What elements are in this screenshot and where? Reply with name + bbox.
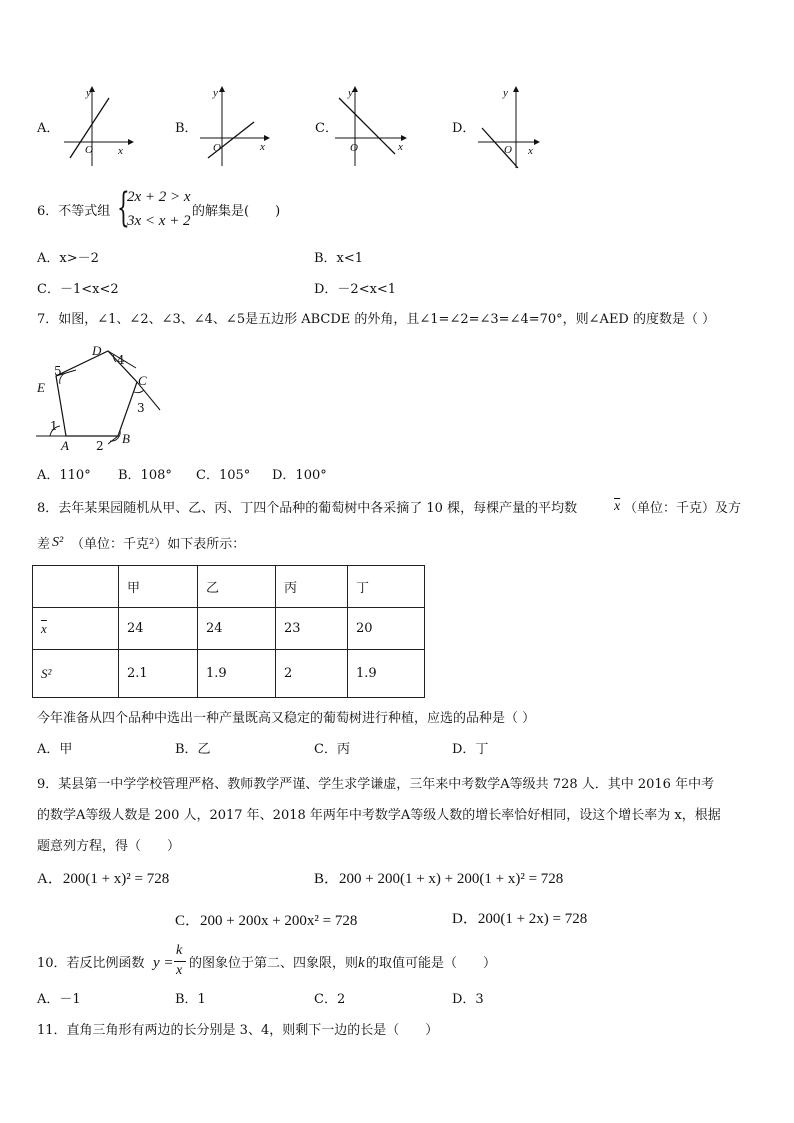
q5-option-c-letter: C． — [315, 121, 338, 136]
table-cell: 23 — [276, 608, 348, 650]
q7-stem: 7．如图，∠1、∠2、∠3、∠4、∠5是五边形 ABCDE 的外角，且∠1=∠2=∠3=∠4=70°，则∠AED 的度数是（ ） — [37, 312, 716, 327]
q5-b-y-label: y — [213, 87, 218, 99]
table-cell: 2 — [276, 650, 348, 698]
table-cell: 24 — [119, 608, 198, 650]
q10-func-numerator: k — [176, 943, 183, 958]
q7-label-2: 2 — [96, 439, 104, 453]
q8-stem-line2-tail: （单位：千克²）如下表所示： — [71, 537, 246, 552]
table-cell: $\overline{x}$ — [33, 608, 119, 650]
q7-label-3: 3 — [137, 401, 145, 415]
q5-option-d-letter: D． — [452, 121, 476, 136]
q10-fraction-bar — [174, 961, 186, 962]
q10-option-a: A．－1 — [37, 992, 81, 1007]
q6-inequality-2: 3x < x + 2 — [127, 213, 191, 229]
q5-a-x-label: x — [118, 145, 123, 157]
q6-prefix: 6．不等式组 — [37, 204, 111, 219]
table-cell: 1.9 — [348, 650, 425, 698]
q9-option-a: A．200(1 + x)² = 728 — [37, 871, 170, 887]
q8-data-table — [32, 565, 425, 698]
table-cell: 甲 — [119, 566, 198, 608]
q5-d-x-label: x — [528, 145, 533, 157]
q6-brace: { — [117, 185, 130, 231]
q7-label-5: 5 — [54, 364, 62, 378]
q10-option-c: C．2 — [314, 992, 346, 1007]
q6-option-d: D．－2<x<1 — [314, 282, 397, 297]
q8-option-a: A．甲 — [37, 742, 73, 757]
q7-option-d: D．100° — [272, 468, 327, 483]
q9-line1: 9．某县第一中学学校管理严格、教师教学严谨、学生求学谦虚，三年来中考数学A等级共 728 人．其中 2016 年中考 — [37, 777, 715, 792]
q7-label-E: E — [37, 380, 45, 395]
q10-suffix: 的取值可能是（ ） — [366, 956, 497, 971]
q8-stem-mean-symbol: $\overline{x}$ — [614, 499, 621, 514]
q8-stem-line1: 8．去年某果园随机从甲、乙、丙、丁四个品种的葡萄树中各采摘了 10 棵，每棵产量的平均数 — [37, 501, 578, 516]
q5-b-x-label: x — [260, 141, 265, 153]
q5-c-y-label: y — [348, 87, 353, 99]
q5-graph-d — [478, 86, 548, 171]
q8-stem-line1-tail: （单位：千克）及方 — [624, 501, 742, 516]
table-cell — [33, 566, 119, 608]
q8-question: 今年准备从四个品种中选出一种产量既高又稳定的葡萄树进行种植，应选的品种是（ ） — [37, 711, 536, 726]
table-cell: 丁 — [348, 566, 425, 608]
table-cell: 1.9 — [198, 650, 276, 698]
q5-a-y-label: y — [86, 87, 91, 99]
q5-c-origin-label: O — [350, 142, 358, 154]
q8-stem-variance-symbol: S² — [52, 535, 64, 550]
q7-label-A: A — [61, 438, 69, 453]
q11-stem: 11．直角三角形有两边的长分别是 3、4，则剩下一边的长是（ ） — [37, 1023, 439, 1038]
q10-middle: 的图象位于第二、四象限，则 — [189, 956, 359, 971]
q9-line3: 题意列方程，得（ ） — [37, 839, 181, 854]
q10-prefix: 10．若反比例函数 — [37, 956, 145, 971]
table-row — [33, 650, 425, 698]
q5-d-origin-label: O — [504, 144, 512, 156]
q7-option-a: A．110° — [37, 468, 91, 483]
q6-option-a: A．x>－2 — [37, 251, 99, 266]
q7-label-4: 4 — [117, 353, 125, 367]
q7-label-C: C — [138, 373, 147, 388]
q7-option-b: B．108° — [118, 468, 172, 483]
q8-option-d: D．丁 — [452, 742, 489, 757]
table-cell: S² — [33, 650, 119, 698]
q5-a-origin-label: O — [85, 144, 93, 156]
q10-option-b: B．1 — [175, 992, 206, 1007]
q7-label-1: 1 — [50, 419, 58, 433]
table-cell: 20 — [348, 608, 425, 650]
q5-option-b-letter: B． — [175, 121, 198, 136]
table-row — [33, 566, 425, 608]
q10-var-k: k — [358, 955, 365, 971]
q9-line2: 的数学A等级人数是 200 人，2017 年、2018 年两年中考数学A等级人数的增长率恰好相同，设这个增长率为 x，根据 — [37, 808, 721, 823]
q5-c-x-label: x — [398, 141, 403, 153]
table-row — [33, 608, 425, 650]
q5-d-y-label: y — [503, 87, 508, 99]
q7-label-B: B — [122, 431, 130, 446]
q8-option-b: B．乙 — [175, 742, 211, 757]
q10-func-y: y = — [153, 955, 174, 971]
q6-option-b: B．x<1 — [314, 251, 364, 266]
q5-b-origin-label: O — [213, 142, 221, 154]
q8-option-c: C．丙 — [314, 742, 350, 757]
q6-suffix: 的解集是( ) — [192, 204, 281, 219]
q9-option-b: B．200 + 200(1 + x) + 200(1 + x)² = 728 — [314, 871, 564, 887]
q9-option-d: D．200(1 + 2x) = 728 — [452, 911, 588, 927]
q6-inequality-1: 2x + 2 > x — [127, 189, 191, 205]
q5-graph-a — [64, 86, 134, 166]
q8-stem-line2-pre: 差 — [37, 537, 51, 552]
q7-label-D: D — [92, 343, 102, 358]
q10-func-denominator: x — [176, 963, 183, 978]
q5-option-a-letter: A． — [37, 121, 60, 136]
table-cell: 24 — [198, 608, 276, 650]
q9-option-c: C．200 + 200x + 200x² = 728 — [175, 913, 358, 929]
table-cell: 乙 — [198, 566, 276, 608]
q6-option-c: C．－1<x<2 — [37, 282, 119, 297]
table-cell: 2.1 — [119, 650, 198, 698]
table-cell: 丙 — [276, 566, 348, 608]
q7-option-c: C．105° — [196, 468, 251, 483]
q10-option-d: D．3 — [452, 992, 484, 1007]
